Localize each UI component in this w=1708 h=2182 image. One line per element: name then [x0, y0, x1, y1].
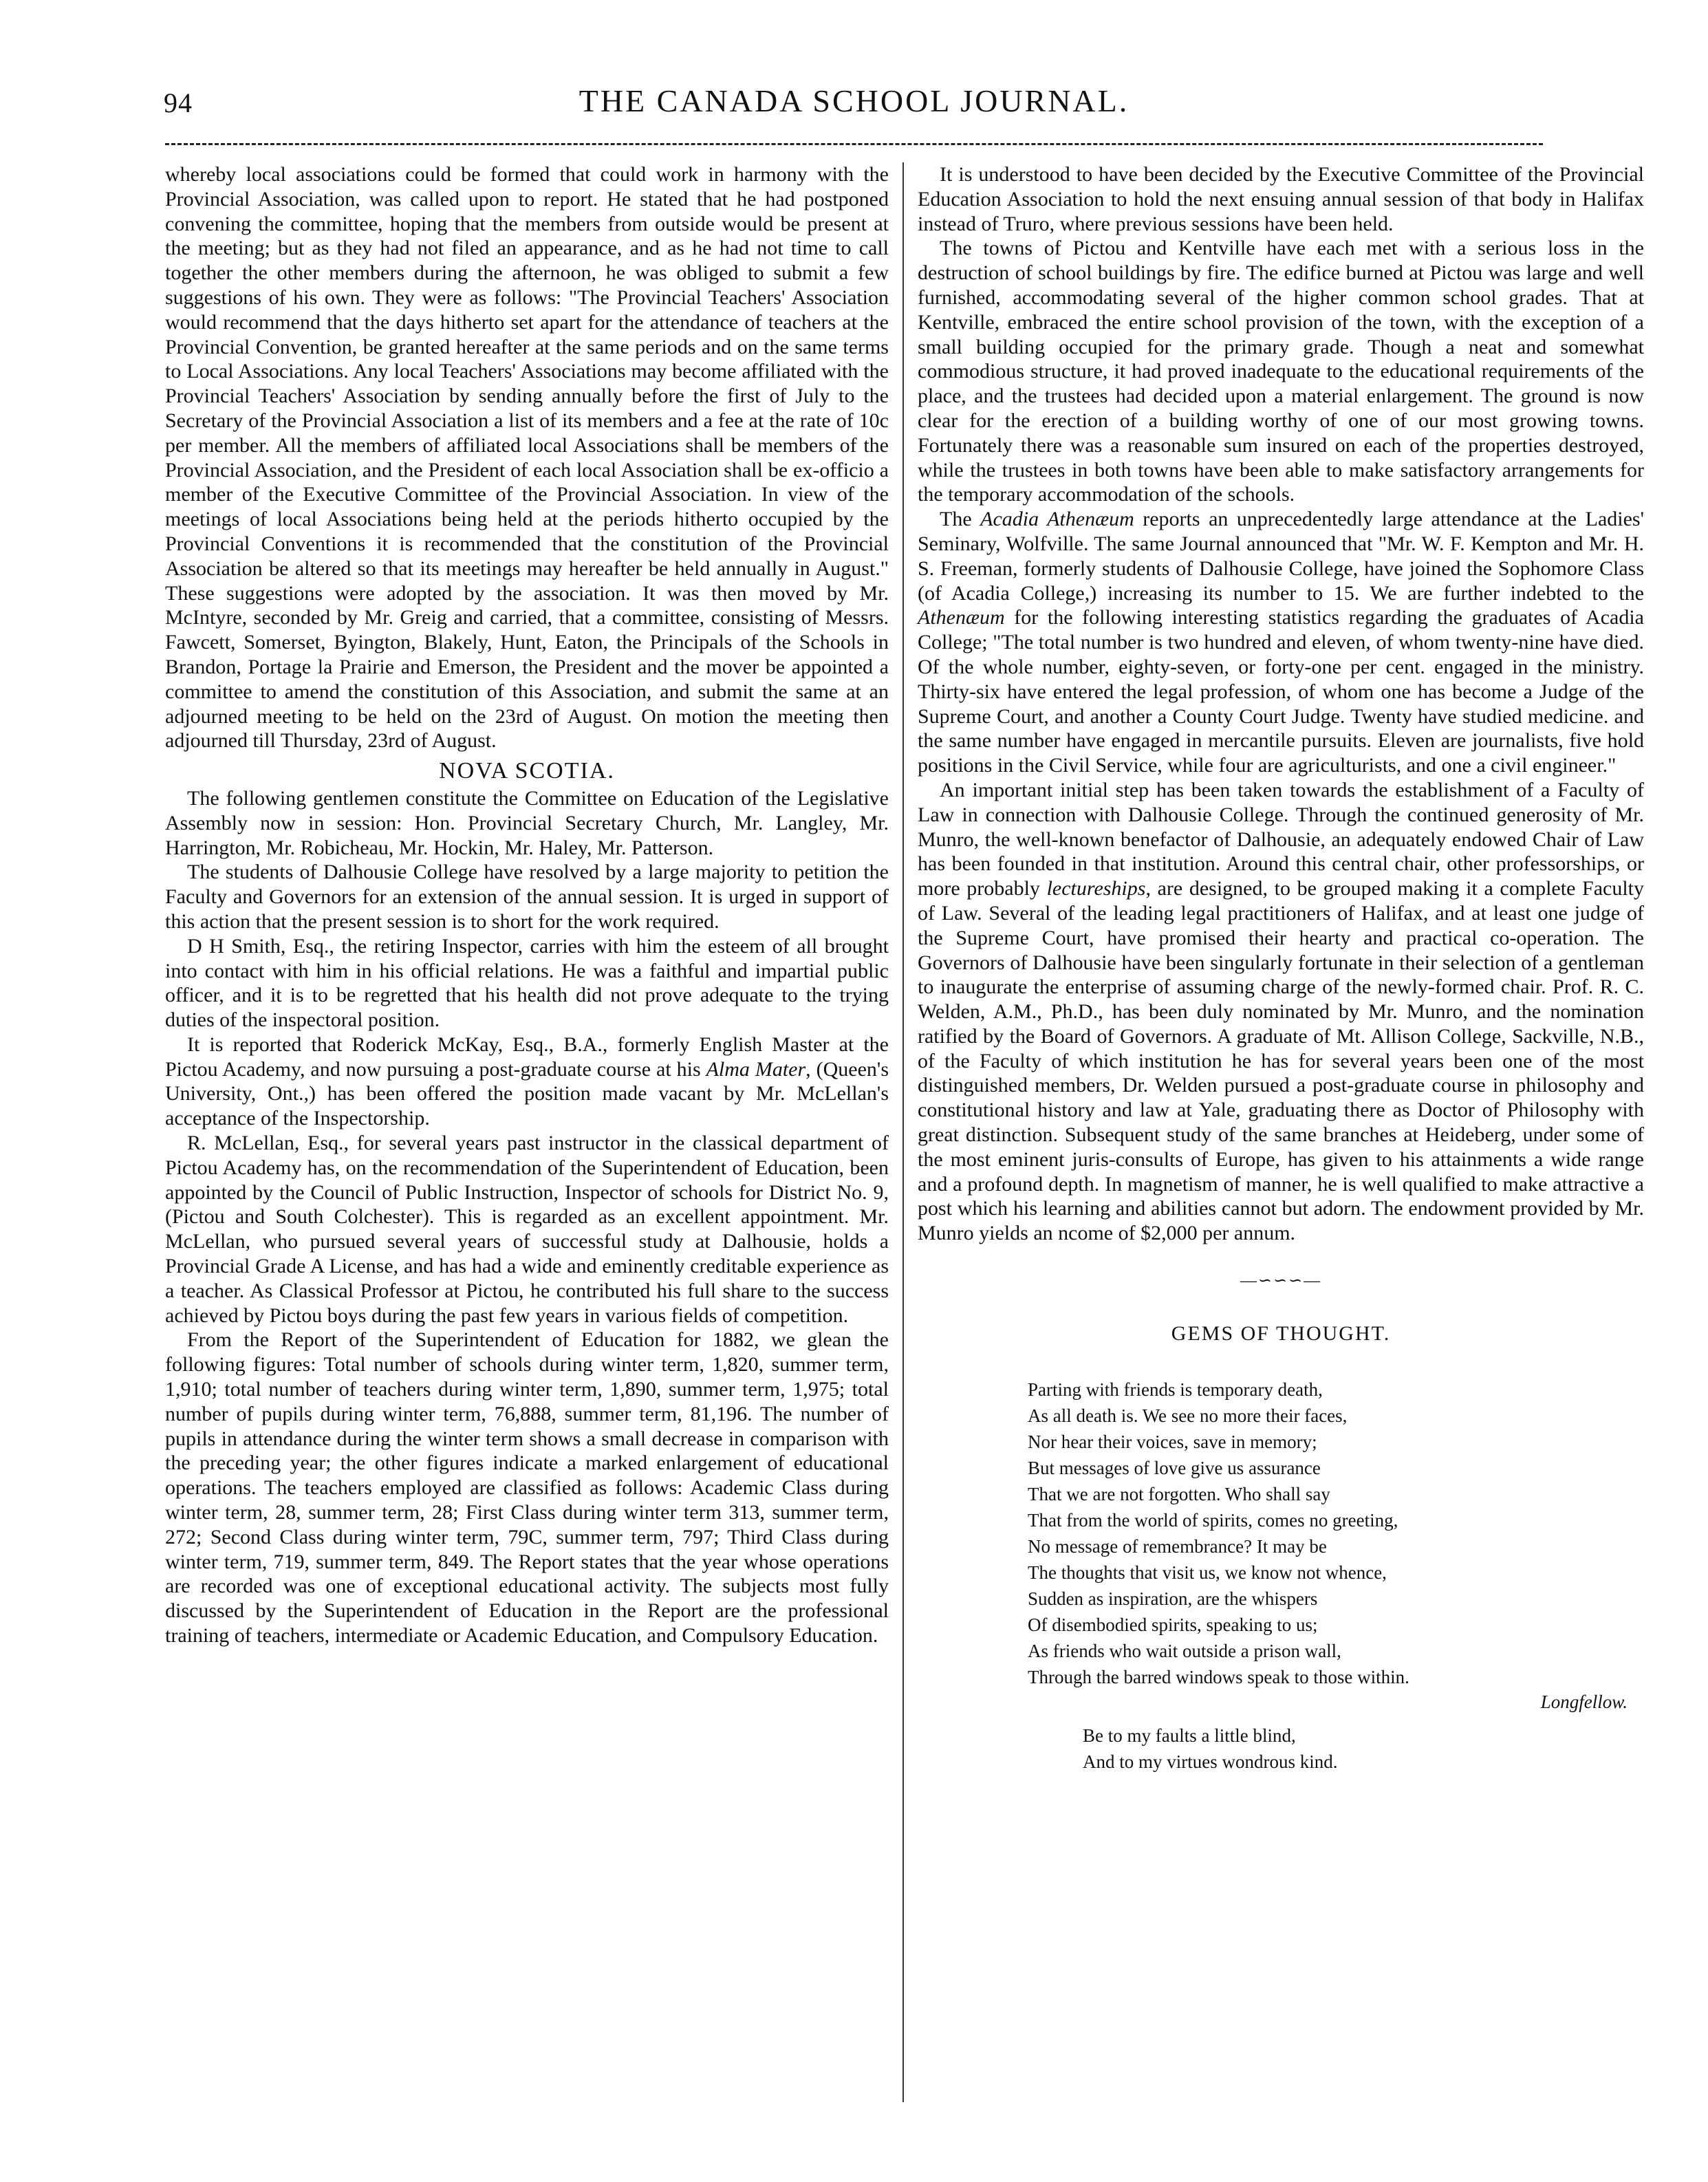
poem-line: As friends who wait outside a prison wall,	[1028, 1640, 1341, 1661]
poem-line: No message of remembrance? It may be	[1028, 1535, 1327, 1557]
section-heading-gems: GEMS OF THOUGHT.	[1171, 1321, 1391, 1345]
paragraph	[918, 507, 1644, 778]
poem-line: Of disembodied spirits, speaking to us;	[1028, 1614, 1318, 1635]
paragraph: D H Smith, Esq., the retiring Inspector, carries with him the esteem of all brought into contact with him in his official relations. He was a faithful and impartial public officer, and it is to be regretted that his health did not prove adequate to the trying duties of the inspectoral position.	[165, 934, 889, 1032]
italic-text: lectureships	[1046, 877, 1146, 900]
text-run: for the following interesting statistics regarding the graduates of Acadia College; "The total number is two hundred and eleven, of whom twenty-nine have died. Of the whole number, eighty-seven, or forty-one per cent. engaged in the ministry. Thirty-six have entered the legal profession, of whom one has become a Judge of the Supreme Court, and another a County Court Judge. Twenty have studied medicine. and the same number have engaged in mercantile pursuits. Eleven are journalists, five hold positions in the Civil Service, while four are agriculturists, and one a civil engineer."	[918, 606, 1644, 777]
paragraph: It is understood to have been decided by the Executive Committee of the Provincial Education Association to hold the next ensuing annual session of that body in Halifax instead of Truro, where previous sessions have been held.	[918, 163, 1644, 235]
poem-line: That we are not forgotten. Who shall say	[1028, 1483, 1330, 1504]
poem-line: Sudden as inspiration, are the whispers	[1028, 1588, 1318, 1609]
couplet	[1083, 1722, 1644, 1775]
text-run: An important initial step has been taken towards the establishment of a Faculty of Law in connection with Dalhousie College. Through the continued generosity of Mr. Munro, the well-known benefactor of Dalhousie, an adequately endowed Chair of Law has been founded in that institution. Around this central chair, other professorships, or more probably	[918, 778, 1644, 900]
paragraph: From the Report of the Superintendent of Education for 1882, we glean the following figures: Total number of schools during winter term, 1,820, summer term, 1,910; total number of teachers during winter term, 1,890, summer term, 1,975; total number of pupils during winter term, 76,888, summer term, 81,196. The number of pupils in attendance during the winter term shows a small decrease in comparison with the preceding year; the other figures indicate a marked enlargement of educational operations. The teachers employed are classified as follows: Academic Class during winter term, 28, summer term, 28; First Class during winter term 313, summer term, 272; Second Class during winter term, 79C, summer term, 797; Third Class during winter term, 719, summer term, 849. The Report states that the year whose operations are recorded was one of exceptional educational activity. The subjects most fully discussed by the Superintendent of Education in the Report are the professional training of teachers, intermediate or Academic Education, and Compulsory Education.	[165, 1328, 889, 1648]
text-run: , are designed, to be grouped making it a complete Faculty of Law. Several of the leading legal practitioners of Halifax, and at least one judge of the Supreme Court, have promised their hearty and practical co-operation. The Governors of Dalhousie have been singularly fortunate in their selection of a gentleman to inaugurate the enterprise of assuming charge of the newly-formed chair. Prof. R. C. Welden, A.M., Ph.D., has been duly nominated by Mr. Munro, and the nomination ratified by the Board of Governors. A graduate of Mt. Allison College, Sackville, N.B., of the Faculty of which institution he has for several years been one of the most distinguished members, Dr. Welden pursued a post-graduate course in philosophy and constitutional history and law at Yale, graduating there as Doctor of Philosophy with great distinction. Subsequent study of the same branches at Heideberg, under some of the most eminent juris-consults of Europe, has given to his attainments a wide range and a profound depth. In magnetism of manner, he is well qualified to make attractive a post which his learning and abilities cannot but adorn. The endowment provided by Mr. Munro yields an ncome of $2,000 per annum.	[918, 877, 1645, 1245]
text-run: It is reported that Roderick McKay, Esq., B.A., formerly English Master at the Pictou Academy, and now pursuing a post-graduate course at his	[165, 1033, 889, 1081]
poem-line: As all death is. We see no more their faces,	[1028, 1405, 1348, 1426]
section-heading-nova-scotia: NOVA SCOTIA.	[439, 758, 615, 784]
text-run: , (Queen's University, Ont.,) has been offered the position made vacant by Mr. McLellan's acceptance of the Inspectorship.	[165, 1057, 889, 1130]
poem-attribution: Longfellow.	[1540, 1691, 1628, 1712]
column-divider	[902, 162, 904, 2102]
poem-line: Parting with friends is temporary death,	[1028, 1379, 1323, 1400]
poem-line: Through the barred windows speak to those within.	[1028, 1666, 1409, 1687]
text-run: reports an unprecedentedly large attendance at the Ladies' Seminary, Wolfville. The same Journal announced that "Mr. W. F. Kempton and Mr. H. S. Freeman, formerly students of Dalhousie College, have joined the Sophomore Class (of Acadia College,) increasing its number to 15. We are further indebted to the	[918, 508, 1644, 605]
paragraph	[165, 1033, 889, 1131]
poem-line: The thoughts that visit us, we know not whence,	[1028, 1562, 1387, 1583]
header-rule	[165, 143, 1543, 145]
paragraph	[918, 778, 1644, 1246]
paragraph: The students of Dalhousie College have resolved by a large majority to petition the Faculty and Governors for an extension of the annual session. It is urged in support of this action that the present session is to short for the work required.	[165, 861, 889, 933]
poem	[1028, 1376, 1644, 1690]
italic-text: Acadia Athenæum	[980, 508, 1134, 531]
right-column	[918, 162, 1644, 1775]
poem-line: Nor hear their voices, save in memory;	[1028, 1431, 1317, 1452]
italic-text: Alma Mater	[706, 1057, 806, 1081]
paragraph: The towns of Pictou and Kentville have each met with a serious loss in the destruction of school buildings by fire. The edifice burned at Pictou was large and well furnished, accommodating several of the higher common school grades. That at Kentville, embraced the entire school provision of the town, with the exception of a small building occupied for the primary grade. Though a neat and somewhat commodious structure, it had proved inadequate to the educational requirements of the place, and the trustees had decided upon a material enlargement. The ground is now clear for the erection of a building worthy of one of our most growing towns. Fortunately there was a reasonable sum insured on each of the properties destroyed, while the trustees in both towns have been able to make satisfactory arrangements for the temporary accommodation of the schools.	[918, 237, 1644, 506]
poem-line: But messages of love give us assurance	[1028, 1457, 1321, 1478]
poem-line: That from the world of spirits, comes no greeting,	[1028, 1509, 1398, 1531]
ornament-divider: —∽∽∽—	[1240, 1272, 1322, 1290]
page-number: 94	[164, 87, 193, 118]
paragraph: R. McLellan, Esq., for several years past instructor in the classical department of Pictou Academy has, on the recommendation of the Superintendent of Education, been appointed by the Council of Public Instruction, Inspector of schools for District No. 9, (Pictou and South Colchester). This is regarded as an excellent appointment. Mr. McLellan, who pursued several years of successful study at Dalhousie, holds a Provincial Grade A License, and has had a wide and eminently creditable experience as a teacher. As Classical Professor at Pictou, he contributed his full share to the success achieved by Pictou boys during the past few years in various fields of competition.	[165, 1132, 889, 1327]
paragraph: whereby local associations could be formed that could work in harmony with the Provincial Association, was called upon to report. He stated that he had postponed convening the committee, hoping that the members from outside would be present at the meeting; but as they had not filed an appearance, and as he had not time to call together the other members during the afternoon, he was obliged to submit a few suggestions of his own. They were as follows: "The Provincial Teachers' Association would recommend that the days hitherto set apart for the attendance of teachers at the Provincial Convention, be granted hereafter at the same periods and on the same terms to Local Associations. Any local Teachers' Associations may become affiliated with the Provincial Teachers' Association by sending annually before the first of July to the Secretary of the Provincial Association a list of its members and a fee at the rate of 10c per member. All the members of affiliated local Associations shall be members of the Provincial Association, and the President of each local Association shall be ex-officio a member of the Executive Committee of the Provincial Association. In view of the meetings of local Associations being held at the periods hitherto occupied by the Provincial Conventions it is recommended that the constitution of the Provincial Association be altered so that its meetings may hereafter be held annually in August." These suggestions were adopted by the association. It was then moved by Mr. McIntyre, seconded by Mr. Greig and carried, that a committee, consisting of Messrs. Fawcett, Somerset, Byington, Blakely, Hunt, Eaton, the Principals of the Schools in Brandon, Portage la Prairie and Emerson, the President and the mover be appointed a committee to amend the constitution of this Association, and submit the same at an adjourned meeting to be held on the 23rd of August. On motion the meeting then adjourned till Thursday, 23rd of August.	[165, 163, 889, 753]
italic-text: Athenæum	[918, 606, 1005, 629]
couplet-line: Be to my faults a little blind,	[1083, 1725, 1296, 1747]
couplet-line: And to my virtues wondrous kind.	[1083, 1751, 1338, 1773]
left-column	[165, 162, 889, 1648]
text-run: The	[940, 508, 981, 531]
paragraph: The following gentlemen constitute the Committee on Education of the Legislative Assembly now in session: Hon. Provincial Secretary Church, Mr. Langley, Mr. Harrington, Mr. Robicheau, Mr. Hockin, Mr. Haley, Mr. Patterson.	[165, 786, 889, 859]
journal-title: THE CANADA SCHOOL JOURNAL.	[579, 83, 1129, 118]
